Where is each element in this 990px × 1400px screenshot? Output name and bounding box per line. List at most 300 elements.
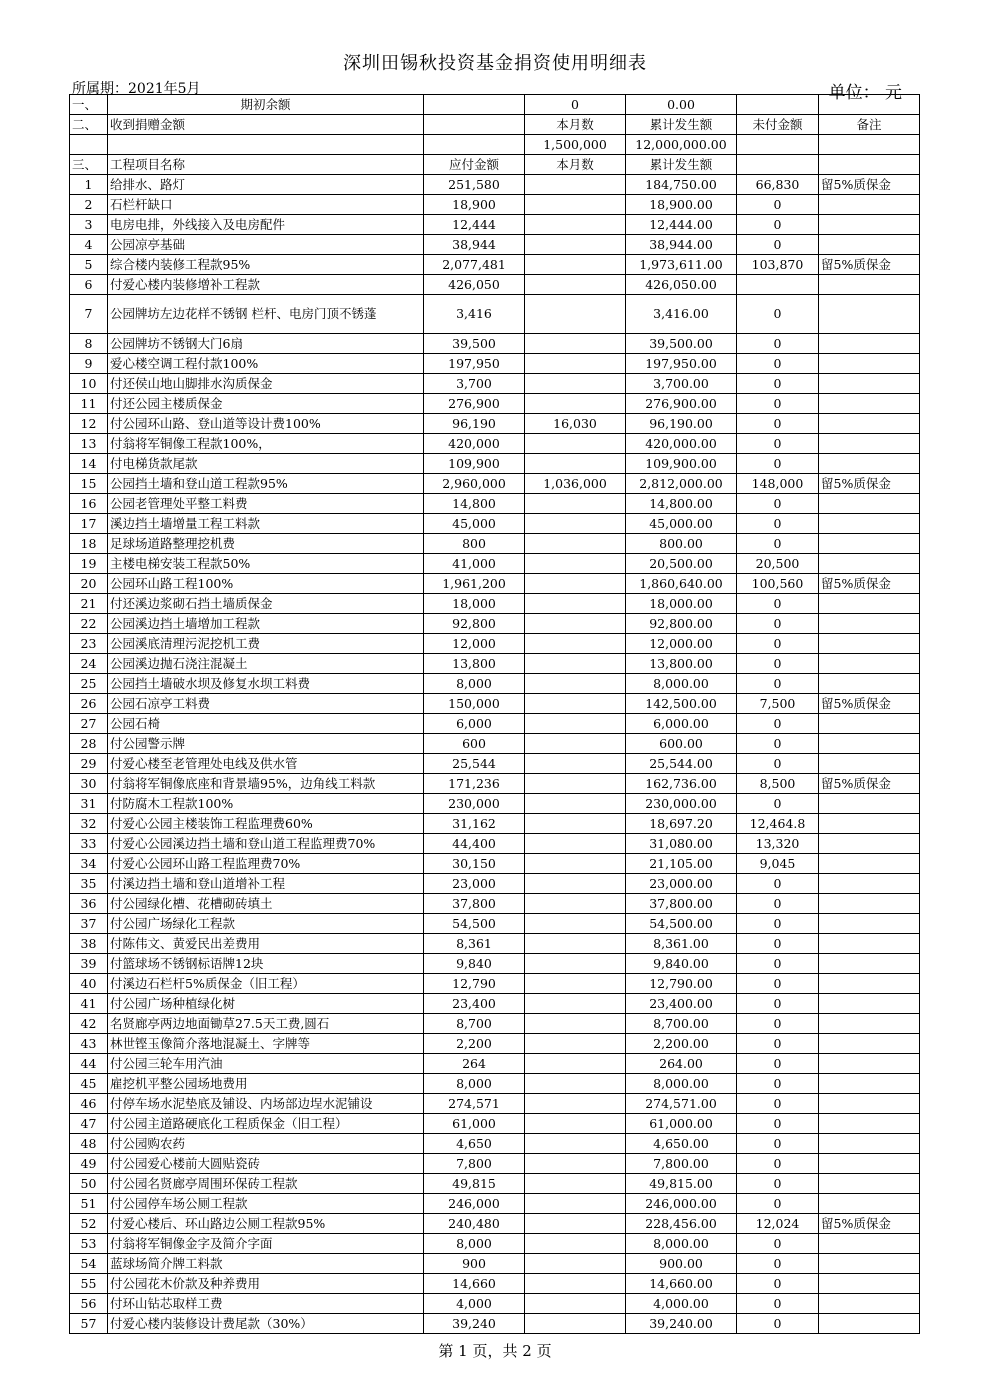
cumulative-amount: 39,240.00 <box>626 1314 737 1334</box>
unpaid-amount: 0 <box>737 1294 819 1314</box>
note <box>819 1134 920 1154</box>
unpaid-amount: 0 <box>737 874 819 894</box>
payable-amount: 171,236 <box>424 774 525 794</box>
project-name: 付公园广场绿化工程款 <box>108 914 424 934</box>
project-name: 公园溪边抛石浇注混凝土 <box>108 654 424 674</box>
cumulative-amount: 246,000.00 <box>626 1194 737 1214</box>
cumulative-amount: 54,500.00 <box>626 914 737 934</box>
table-row <box>70 494 920 514</box>
unpaid-amount: 0 <box>737 954 819 974</box>
note <box>819 374 920 394</box>
payable-amount: 39,240 <box>424 1314 525 1334</box>
row-number: 26 <box>70 694 108 714</box>
payable-amount: 38,944 <box>424 235 525 255</box>
month-amount <box>525 854 626 874</box>
cumulative-amount: 274,571.00 <box>626 1094 737 1114</box>
month-amount <box>525 1134 626 1154</box>
month-amount <box>525 554 626 574</box>
payable-amount: 4,650 <box>424 1134 525 1154</box>
project-name: 公园石椅 <box>108 714 424 734</box>
table-row <box>70 1194 920 1214</box>
cumulative-amount: 800.00 <box>626 534 737 554</box>
payable-amount: 8,000 <box>424 1074 525 1094</box>
payable-amount: 197,950 <box>424 354 525 374</box>
month-amount <box>525 714 626 734</box>
note <box>819 514 920 534</box>
unpaid-amount: 0 <box>737 974 819 994</box>
project-name: 名贤廊亭两边地面锄草27.5天工费,圆石 <box>108 1014 424 1034</box>
payable-amount: 39,500 <box>424 334 525 354</box>
unpaid-amount: 0 <box>737 534 819 554</box>
row-number: 23 <box>70 634 108 654</box>
note <box>819 674 920 694</box>
table-row <box>70 1054 920 1074</box>
table-row <box>70 1094 920 1114</box>
table-row <box>70 614 920 634</box>
period-label: 所属期：2021年5月 <box>72 81 201 97</box>
table-row <box>70 235 920 255</box>
table-row <box>70 434 920 454</box>
row-number: 13 <box>70 434 108 454</box>
payable-amount: 18,900 <box>424 195 525 215</box>
note <box>819 215 920 235</box>
payable-amount: 61,000 <box>424 1114 525 1134</box>
empty-cell <box>424 115 525 135</box>
cumulative-amount: 426,050.00 <box>626 275 737 295</box>
cumulative-amount: 12,790.00 <box>626 974 737 994</box>
note <box>819 1234 920 1254</box>
cumulative-amount: 1,860,640.00 <box>626 574 737 594</box>
payable-amount: 25,544 <box>424 754 525 774</box>
unpaid-amount: 0 <box>737 434 819 454</box>
row-number: 35 <box>70 874 108 894</box>
project-name: 公园挡土墙破水坝及修复水坝工料费 <box>108 674 424 694</box>
note <box>819 394 920 414</box>
row-number: 49 <box>70 1154 108 1174</box>
project-name: 付公园环山路、登山道等设计费100% <box>108 414 424 434</box>
cumulative-amount: 264.00 <box>626 1054 737 1074</box>
cumulative-amount: 4,650.00 <box>626 1134 737 1154</box>
row-number: 31 <box>70 794 108 814</box>
payable-amount: 230,000 <box>424 794 525 814</box>
payable-amount: 420,000 <box>424 434 525 454</box>
empty-cell <box>70 135 108 155</box>
note <box>819 334 920 354</box>
month-amount <box>525 1054 626 1074</box>
project-name: 付公园名贤廊亭周围环保砖工程款 <box>108 1174 424 1194</box>
payable-amount: 13,800 <box>424 654 525 674</box>
payable-amount: 45,000 <box>424 514 525 534</box>
unpaid-amount: 0 <box>737 654 819 674</box>
month-amount <box>525 574 626 594</box>
row-number: 41 <box>70 994 108 1014</box>
note <box>819 1174 920 1194</box>
project-name: 付公园三轮车用汽油 <box>108 1054 424 1074</box>
unpaid-amount: 103,870 <box>737 255 819 275</box>
unpaid-amount: 0 <box>737 215 819 235</box>
unpaid-amount: 0 <box>737 794 819 814</box>
row-number: 54 <box>70 1254 108 1274</box>
payable-amount: 7,800 <box>424 1154 525 1174</box>
unpaid-amount: 0 <box>737 1254 819 1274</box>
row-number: 25 <box>70 674 108 694</box>
table-row <box>70 1294 920 1314</box>
cumulative-amount: 600.00 <box>626 734 737 754</box>
table-row <box>70 914 920 934</box>
note <box>819 614 920 634</box>
table-row <box>70 255 920 275</box>
month-amount <box>525 1034 626 1054</box>
unpaid-amount: 0 <box>737 334 819 354</box>
unpaid-amount: 0 <box>737 1094 819 1114</box>
month-amount <box>525 1294 626 1314</box>
unpaid-amount: 0 <box>737 494 819 514</box>
row-number: 27 <box>70 714 108 734</box>
table-row <box>70 774 920 794</box>
payable-amount: 4,000 <box>424 1294 525 1314</box>
note <box>819 554 920 574</box>
month-amount <box>525 1194 626 1214</box>
project-name: 付爱心楼后、环山路边公厕工程款95% <box>108 1214 424 1234</box>
unpaid-amount: 7,500 <box>737 694 819 714</box>
unpaid-amount: 0 <box>737 994 819 1014</box>
row-number: 9 <box>70 354 108 374</box>
month-column-header: 本月数 <box>525 155 626 175</box>
project-name: 雇挖机平整公园场地费用 <box>108 1074 424 1094</box>
payable-amount: 109,900 <box>424 454 525 474</box>
payable-amount: 900 <box>424 1254 525 1274</box>
project-name: 付爱心楼内装修增补工程款 <box>108 275 424 295</box>
payable-amount: 31,162 <box>424 814 525 834</box>
note <box>819 454 920 474</box>
row-number: 56 <box>70 1294 108 1314</box>
month-amount <box>525 734 626 754</box>
note: 留5%质保金 <box>819 774 920 794</box>
row-number: 1 <box>70 175 108 195</box>
note <box>819 854 920 874</box>
cumulative-amount: 96,190.00 <box>626 414 737 434</box>
project-name: 付翁将军铜像工程款100%， <box>108 434 424 454</box>
table-row <box>70 894 920 914</box>
row-number: 51 <box>70 1194 108 1214</box>
month-amount <box>525 534 626 554</box>
project-name: 付溪边挡土墙和登山道增补工程 <box>108 874 424 894</box>
project-name: 蓝球场简介牌工料款 <box>108 1254 424 1274</box>
note <box>819 794 920 814</box>
row-number: 45 <box>70 1074 108 1094</box>
month-amount <box>525 874 626 894</box>
payable-amount: 800 <box>424 534 525 554</box>
section-index: 二、 <box>70 115 108 135</box>
row-number: 40 <box>70 974 108 994</box>
cumulative-amount: 142,500.00 <box>626 694 737 714</box>
row-number: 15 <box>70 474 108 494</box>
payable-amount: 9,840 <box>424 954 525 974</box>
table-row <box>70 694 920 714</box>
payable-amount: 600 <box>424 734 525 754</box>
row-number: 8 <box>70 334 108 354</box>
table-row <box>70 934 920 954</box>
project-name: 石栏杆缺口 <box>108 195 424 215</box>
note <box>819 814 920 834</box>
payable-amount: 6,000 <box>424 714 525 734</box>
row-number: 30 <box>70 774 108 794</box>
unpaid-amount: 0 <box>737 634 819 654</box>
payable-column-header: 应付金额 <box>424 155 525 175</box>
project-name: 公园溪边挡土墙增加工程款 <box>108 614 424 634</box>
payable-amount: 96,190 <box>424 414 525 434</box>
payable-amount: 54,500 <box>424 914 525 934</box>
month-column-header: 本月数 <box>525 115 626 135</box>
empty-cell <box>819 155 920 175</box>
cumulative-amount: 2,812,000.00 <box>626 474 737 494</box>
table-row <box>70 354 920 374</box>
payable-amount: 12,444 <box>424 215 525 235</box>
row-number: 24 <box>70 654 108 674</box>
note <box>819 734 920 754</box>
unpaid-amount: 0 <box>737 1034 819 1054</box>
note <box>819 974 920 994</box>
project-name: 给排水、路灯 <box>108 175 424 195</box>
month-amount <box>525 594 626 614</box>
unpaid-amount: 0 <box>737 1174 819 1194</box>
cumulative-amount: 162,736.00 <box>626 774 737 794</box>
note <box>819 354 920 374</box>
month-amount <box>525 794 626 814</box>
payable-amount: 1,961,200 <box>424 574 525 594</box>
month-amount <box>525 374 626 394</box>
unit-label: 单位： 元 <box>828 83 902 103</box>
unpaid-amount: 0 <box>737 1154 819 1174</box>
empty-cell <box>737 155 819 175</box>
opening-balance-row <box>70 95 920 115</box>
unpaid-amount: 0 <box>737 1234 819 1254</box>
row-number: 17 <box>70 514 108 534</box>
payable-amount: 49,815 <box>424 1174 525 1194</box>
note <box>819 594 920 614</box>
note: 留5%质保金 <box>819 694 920 714</box>
row-number: 38 <box>70 934 108 954</box>
month-amount <box>525 774 626 794</box>
table-row <box>70 1234 920 1254</box>
empty-cell <box>819 135 920 155</box>
row-number: 47 <box>70 1114 108 1134</box>
row-number: 52 <box>70 1214 108 1234</box>
cumulative-amount: 3,700.00 <box>626 374 737 394</box>
table-row <box>70 554 920 574</box>
unpaid-column-header: 未付金额 <box>737 115 819 135</box>
unpaid-amount: 0 <box>737 414 819 434</box>
note <box>819 894 920 914</box>
cumulative-amount: 228,456.00 <box>626 1214 737 1234</box>
note: 留5%质保金 <box>819 574 920 594</box>
cumulative-amount: 3,416.00 <box>626 295 737 334</box>
project-name: 付环山钻芯取样工费 <box>108 1294 424 1314</box>
payable-amount: 2,200 <box>424 1034 525 1054</box>
cumulative-amount: 230,000.00 <box>626 794 737 814</box>
row-number: 57 <box>70 1314 108 1334</box>
note <box>819 654 920 674</box>
unpaid-amount: 0 <box>737 514 819 534</box>
payable-amount: 18,000 <box>424 594 525 614</box>
cumulative-amount: 37,800.00 <box>626 894 737 914</box>
unpaid-amount: 0 <box>737 295 819 334</box>
project-name: 付公园爱心楼前大圆贴瓷砖 <box>108 1154 424 1174</box>
month-amount <box>525 394 626 414</box>
section-index: 一、 <box>70 95 108 115</box>
row-number: 6 <box>70 275 108 295</box>
month-amount <box>525 354 626 374</box>
row-number: 7 <box>70 295 108 334</box>
note <box>819 634 920 654</box>
cumulative-amount: 18,900.00 <box>626 195 737 215</box>
row-number: 37 <box>70 914 108 934</box>
month-amount <box>525 614 626 634</box>
payable-amount: 2,960,000 <box>424 474 525 494</box>
table-row <box>70 1254 920 1274</box>
table-row <box>70 1214 920 1234</box>
note <box>819 494 920 514</box>
table-row <box>70 334 920 354</box>
cumulative-amount: 8,361.00 <box>626 934 737 954</box>
project-name-header: 工程项目名称 <box>108 155 424 175</box>
unpaid-amount: 0 <box>737 354 819 374</box>
payable-amount: 23,400 <box>424 994 525 1014</box>
cumulative-amount: 92,800.00 <box>626 614 737 634</box>
unpaid-amount: 0 <box>737 934 819 954</box>
project-name: 付爱心楼至老管理处电线及供水管 <box>108 754 424 774</box>
table-row <box>70 854 920 874</box>
month-amount <box>525 215 626 235</box>
note <box>819 195 920 215</box>
payable-amount: 8,000 <box>424 1234 525 1254</box>
project-name: 付爱心楼内装修设计费尾款（30%） <box>108 1314 424 1334</box>
month-amount: 16,030 <box>525 414 626 434</box>
month-amount <box>525 1314 626 1334</box>
payable-amount: 30,150 <box>424 854 525 874</box>
month-amount <box>525 914 626 934</box>
project-name: 付翁将军铜像底座和背景墙95%，边角线工料款 <box>108 774 424 794</box>
month-amount <box>525 974 626 994</box>
project-name: 付爱心公园溪边挡土墙和登山道工程监理费70% <box>108 834 424 854</box>
unpaid-amount: 8,500 <box>737 774 819 794</box>
table-row <box>70 1134 920 1154</box>
received-values-row <box>70 135 920 155</box>
note: 留5%质保金 <box>819 474 920 494</box>
empty-cell <box>424 95 525 115</box>
page-footer: 第 1 页，共 2 页 <box>438 1342 552 1360</box>
row-number: 46 <box>70 1094 108 1114</box>
empty-cell <box>424 135 525 155</box>
note <box>819 1154 920 1174</box>
project-name: 足球场道路整理挖机费 <box>108 534 424 554</box>
payable-amount: 2,077,481 <box>424 255 525 275</box>
project-name: 付爱心公园主楼装饰工程监理费60% <box>108 814 424 834</box>
month-amount <box>525 814 626 834</box>
payable-amount: 44,400 <box>424 834 525 854</box>
row-number: 34 <box>70 854 108 874</box>
table-row <box>70 514 920 534</box>
cumulative-amount: 39,500.00 <box>626 334 737 354</box>
project-name: 付还溪边浆砌石挡土墙质保金 <box>108 594 424 614</box>
row-number: 42 <box>70 1014 108 1034</box>
note: 留5%质保金 <box>819 175 920 195</box>
project-name: 付还侯山地山脚排水沟质保金 <box>108 374 424 394</box>
unpaid-amount: 0 <box>737 614 819 634</box>
project-name: 综合楼内装修工程款95% <box>108 255 424 275</box>
cumulative-amount: 1,973,611.00 <box>626 255 737 275</box>
row-number: 4 <box>70 235 108 255</box>
cumulative-amount: 12,444.00 <box>626 215 737 235</box>
table-row <box>70 295 920 334</box>
note: 留5%质保金 <box>819 1214 920 1234</box>
payable-amount: 14,800 <box>424 494 525 514</box>
month-amount <box>525 494 626 514</box>
payable-amount: 264 <box>424 1054 525 1074</box>
unpaid-amount: 0 <box>737 1114 819 1134</box>
cumulative-column-header: 累计发生额 <box>626 155 737 175</box>
cumulative-amount: 13,800.00 <box>626 654 737 674</box>
note <box>819 754 920 774</box>
month-amount <box>525 1154 626 1174</box>
month-amount <box>525 754 626 774</box>
cumulative-amount: 38,944.00 <box>626 235 737 255</box>
unpaid-amount: 9,045 <box>737 854 819 874</box>
project-name: 付停车场水泥垫底及铺设、内场部边埕水泥铺设 <box>108 1094 424 1114</box>
unpaid-amount: 0 <box>737 894 819 914</box>
row-number: 14 <box>70 454 108 474</box>
projects-header-row <box>70 155 920 175</box>
month-amount: 1,036,000 <box>525 474 626 494</box>
unpaid-amount: 100,560 <box>737 574 819 594</box>
month-amount <box>525 1014 626 1034</box>
cumulative-amount: 12,000.00 <box>626 634 737 654</box>
project-name: 付公园广场种植绿化树 <box>108 994 424 1014</box>
unpaid-amount: 0 <box>737 1194 819 1214</box>
unpaid-amount: 0 <box>737 594 819 614</box>
project-name: 付篮球场不锈钢标语牌12块 <box>108 954 424 974</box>
note <box>819 434 920 454</box>
note <box>819 1114 920 1134</box>
project-name: 付公园购农药 <box>108 1134 424 1154</box>
month-amount <box>525 1254 626 1274</box>
row-number: 11 <box>70 394 108 414</box>
row-number: 22 <box>70 614 108 634</box>
cumulative-amount: 109,900.00 <box>626 454 737 474</box>
table-row <box>70 994 920 1014</box>
payable-amount: 41,000 <box>424 554 525 574</box>
note <box>819 1074 920 1094</box>
note <box>819 1294 920 1314</box>
table-row <box>70 1174 920 1194</box>
month-amount <box>525 334 626 354</box>
project-name: 付公园警示牌 <box>108 734 424 754</box>
month-amount <box>525 994 626 1014</box>
project-name: 付公园花木价款及种养费用 <box>108 1274 424 1294</box>
received-cumulative-value: 12,000,000.00 <box>626 135 737 155</box>
table-row <box>70 175 920 195</box>
month-amount <box>525 934 626 954</box>
note <box>819 1094 920 1114</box>
cumulative-amount: 8,000.00 <box>626 674 737 694</box>
month-amount <box>525 175 626 195</box>
note <box>819 1014 920 1034</box>
payable-amount: 37,800 <box>424 894 525 914</box>
month-amount <box>525 654 626 674</box>
unpaid-amount: 0 <box>737 235 819 255</box>
cumulative-amount: 276,900.00 <box>626 394 737 414</box>
project-name: 付公园绿化槽、花槽砌砖填土 <box>108 894 424 914</box>
